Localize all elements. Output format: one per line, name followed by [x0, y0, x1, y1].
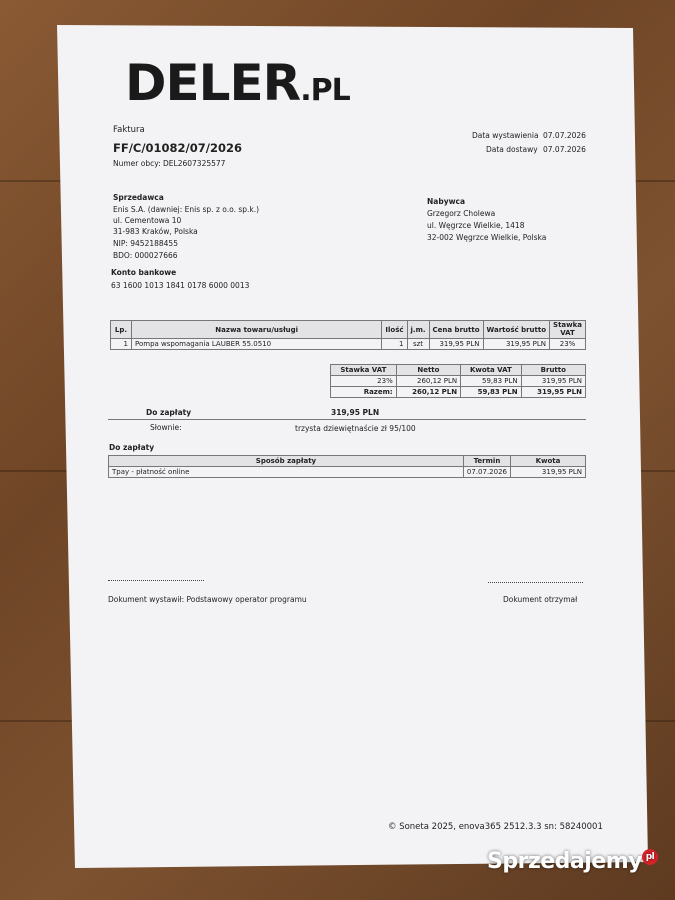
buyer-line: 32-002 Węgrzce Wielkie, Polska: [427, 233, 547, 242]
invoice-number: FF/C/01082/07/2026: [113, 141, 242, 155]
buyer-line: ul. Węgrzce Wielkie, 1418: [427, 221, 525, 230]
bank-account: 63 1600 1013 1841 0178 6000 0013: [111, 281, 250, 290]
receiver-signature-label: Dokument otrzymał: [503, 595, 578, 604]
col-header: Kwota: [511, 456, 586, 467]
signature-line-receiver: [488, 582, 583, 583]
col-header: Lp.: [111, 321, 132, 339]
doc-type: Faktura: [113, 125, 145, 135]
cell: 23%: [550, 339, 586, 350]
cell: 1: [382, 339, 407, 350]
buyer-heading: Nabywca: [427, 197, 466, 206]
cell: 319,95 PLN: [521, 387, 585, 398]
foreign-number: Numer obcy: DEL2607325577: [113, 159, 226, 168]
table-row: [111, 339, 586, 350]
delivery-date-label: Data dostawy: [486, 145, 538, 154]
cell: 1: [111, 339, 132, 350]
cell: szt: [407, 339, 429, 350]
cell: 260,12 PLN: [396, 376, 460, 387]
cell: Razem:: [331, 387, 397, 398]
cell: 59,83 PLN: [461, 387, 522, 398]
seller-line: Enis S.A. (dawniej: Enis sp. z o.o. sp.k.): [113, 205, 260, 214]
payment-heading: Do zapłaty: [109, 443, 155, 452]
deler-logo: DELER.PL: [125, 54, 350, 112]
cell: Tpay - płatność online: [109, 467, 464, 478]
col-header: Cena brutto: [429, 321, 483, 339]
divider: [108, 419, 586, 420]
col-header: j.m.: [407, 321, 429, 339]
total-row: [331, 387, 586, 398]
payment-table: [108, 455, 586, 478]
seller-bdo: BDO: 000027666: [113, 251, 178, 260]
seller-nip: NIP: 9452188455: [113, 239, 178, 248]
cell: 07.07.2026: [463, 467, 510, 478]
amount-in-words: trzysta dziewiętnaście zł 95/100: [295, 424, 416, 433]
cell: 319,95 PLN: [429, 339, 483, 350]
col-header: Stawka VAT: [331, 365, 397, 376]
words-label: Słownie:: [150, 423, 182, 432]
bank-heading: Konto bankowe: [111, 268, 177, 277]
sprzedajemy-watermark: Sprzedajemy pl: [487, 849, 658, 874]
col-header: Kwota VAT: [461, 365, 522, 376]
col-header: Netto: [396, 365, 460, 376]
cell: Pompa wspomagania LAUBER 55.0510: [132, 339, 382, 350]
issuer-signature-label: Dokument wystawił: Podstawowy operator programu: [108, 595, 307, 604]
col-header: Ilość: [382, 321, 407, 339]
delivery-date: 07.07.2026: [543, 145, 586, 154]
seller-line: ul. Cementowa 10: [113, 216, 182, 225]
watermark-badge: pl: [642, 849, 658, 865]
cell: 59,83 PLN: [461, 376, 522, 387]
footer-software: © Soneta 2025, enova365 2512.3.3 sn: 58240001: [388, 822, 603, 832]
to-pay-label: Do zapłaty: [146, 408, 192, 417]
table-row: [331, 376, 586, 387]
col-header: Wartość brutto: [483, 321, 550, 339]
signature-line-issuer: [108, 580, 204, 581]
col-header: Nazwa towaru/usługi: [132, 321, 382, 339]
seller-heading: Sprzedawca: [113, 193, 164, 202]
vat-summary-table: [330, 364, 586, 398]
cell: 319,95 PLN: [521, 376, 585, 387]
items-table: [110, 320, 586, 350]
cell: 319,95 PLN: [483, 339, 550, 350]
table-row: [109, 467, 586, 478]
col-header: Termin: [463, 456, 510, 467]
issue-date-label: Data wystawienia: [472, 131, 539, 140]
col-header: Sposób zapłaty: [109, 456, 464, 467]
to-pay-amount: 319,95 PLN: [331, 408, 380, 417]
issue-date: 07.07.2026: [543, 131, 586, 140]
col-header: Stawka VAT: [550, 321, 586, 339]
buyer-line: Grzegorz Cholewa: [427, 209, 496, 218]
seller-line: 31-983 Kraków, Polska: [113, 227, 198, 236]
cell: 319,95 PLN: [511, 467, 586, 478]
cell: 23%: [331, 376, 397, 387]
col-header: Brutto: [521, 365, 585, 376]
cell: 260,12 PLN: [396, 387, 460, 398]
